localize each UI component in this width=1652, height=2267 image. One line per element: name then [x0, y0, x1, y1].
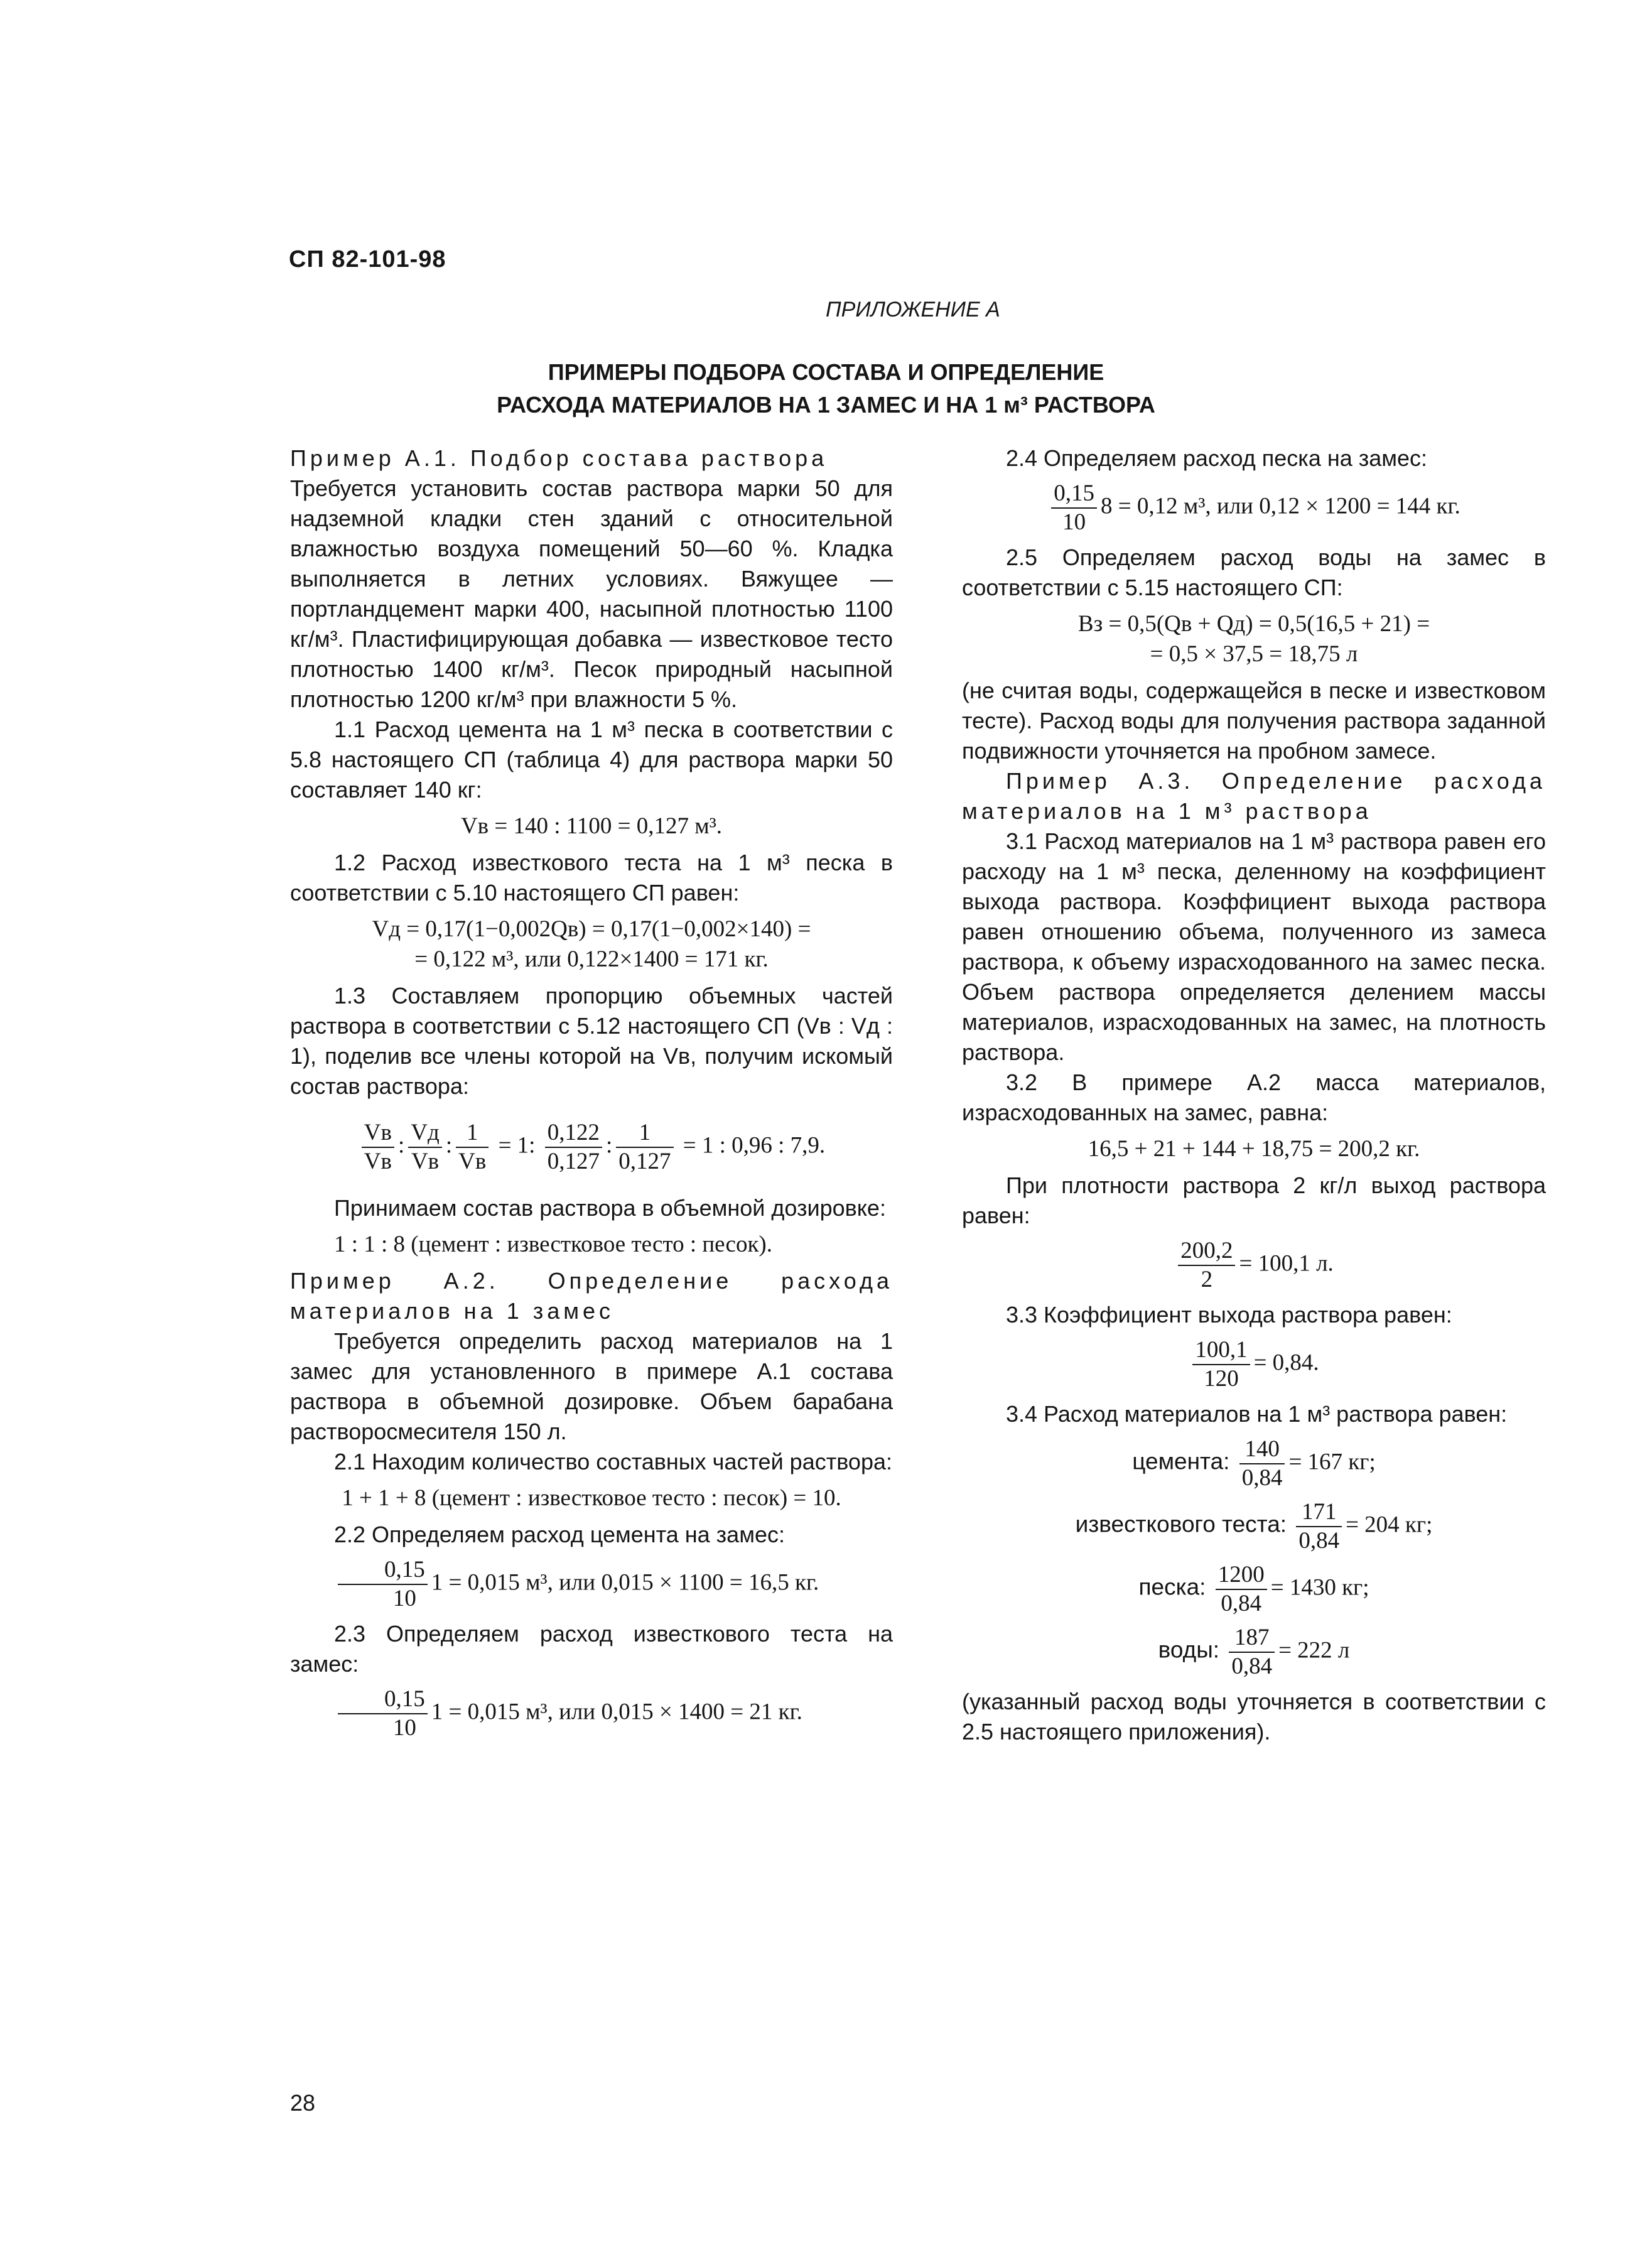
fraction: $\frac{187}{0,84}$: [1229, 1624, 1275, 1680]
formula-1-2: [290, 914, 893, 975]
paragraph-2-2: 2.2 Определяем расход цемента на замес:: [334, 1522, 785, 1547]
paragraph-3-2b: При плотности раствора 2 кг/л выход раствора равен:: [962, 1172, 1546, 1228]
document-code: СП 82-101-98: [289, 246, 446, 273]
fraction: $\frac{0,122}{0,127}$: [545, 1119, 602, 1176]
paragraph-accept: Принимаем состав раствора в объемной дозировке:: [334, 1195, 886, 1221]
fraction: $\frac{0,15}{10}$: [338, 1556, 428, 1613]
fraction: $\frac{1}{Vв}$: [456, 1119, 489, 1176]
formula-2-4: $\frac{0,15}{10}$ 8 = 0,12 м³, или 0,12 × 1200 = 144 кг.: [962, 480, 1546, 536]
formula-2-5-line-1: Вз = 0,5(Qв + Qд) = 0,5(16,5 + 21) =: [1077, 611, 1430, 637]
title-line-2: РАСХОДА МАТЕРИАЛОВ НА 1 ЗАМЕС И НА 1 м³ РАСТВОРА: [497, 392, 1155, 418]
example-a2-text: Требуется определить расход материалов на 1 замес для установленного в примере А.1 состава раствора в объемной дозировке. Объем барабана растворосмесителя 150 л.: [290, 1328, 893, 1444]
right-column: [962, 443, 1546, 1747]
paragraph-3-1: 3.1 Расход материалов на 1 м³ раствора равен его расходу на 1 м³ песка, деленному на коэффициент выхода раствора. Коэффициент выхода раствора равен отношению объема, полученного из замеса раствора, к объему израсходованного на замес песка. Объем раствора определяется делением массы материалов, израсходованных на замес, на плотность раствора.: [962, 828, 1546, 1065]
formula-1-3: $\frac{Vв}{Vв}$ : $\frac{Vд}{Vв}$ : $\frac{1}{Vв}$ = 1: $\frac{0,122}{0,127}$ : $\frac{1}{0,127}$ = 1 : 0,96 : 7,9.: [290, 1119, 893, 1176]
fraction: $\frac{Vд}{Vв}$: [408, 1119, 442, 1176]
example-a2-heading: Пример А.2. Определение расхода материалов на 1 замес: [290, 1268, 893, 1324]
fraction: $\frac{100,1}{120}$: [1192, 1336, 1250, 1393]
left-column: [290, 443, 893, 1748]
appendix-label: ПРИЛОЖЕНИЕ А: [826, 298, 1000, 322]
formula-1-1: Vв = 140 : 1100 = 0,127 м³.: [460, 813, 723, 839]
formula-3-2: 16,5 + 21 + 144 + 18,75 = 200,2 кг.: [1088, 1136, 1420, 1162]
paragraph-3-4-note: (указанный расход воды уточняется в соответствии с 2.5 настоящего приложения).: [962, 1689, 1546, 1745]
example-a1-heading: Пример А.1. Подбор состава раствора: [290, 445, 828, 471]
example-a3-heading: Пример А.3. Определение расхода материалов на 1 м³ раствора: [962, 768, 1546, 824]
fraction: $\frac{140}{0,84}$: [1239, 1436, 1285, 1492]
paragraph-2-4: 2.4 Определяем расход песка на замес:: [1006, 445, 1428, 471]
fraction: $\frac{0,15}{10}$: [1051, 480, 1097, 536]
fraction: $\frac{0,15}{10}$: [338, 1685, 428, 1742]
paragraph-2-5-note: (не считая воды, содержащейся в песке и известковом тесте). Расход воды для получения раствора заданной подвижности уточняется на пробном замесе.: [962, 678, 1546, 764]
formula-1-2-line-1: Vд = 0,17(1−0,002Qв) = 0,17(1−0,002×140) =: [372, 916, 811, 942]
formula-3-2b: $\frac{200,2}{2}$ = 100,1 л.: [962, 1237, 1546, 1294]
paragraph-2-5: 2.5 Определяем расход воды на замес в соответствии с 5.15 настоящего СП:: [962, 544, 1546, 600]
paragraph-2-1: 2.1 Находим количество составных частей раствора:: [334, 1449, 892, 1474]
paragraph-3-3: 3.3 Коэффициент выхода раствора равен:: [1006, 1302, 1452, 1328]
formula-2-5-line-2: = 0,5 × 37,5 = 18,75 л: [1150, 641, 1358, 667]
fraction: $\frac{1200}{0,84}$: [1216, 1561, 1267, 1618]
fraction: $\frac{1}{0,127}$: [616, 1119, 673, 1176]
formula-1-2-line-2: = 0,122 м³, или 0,122×1400 = 171 кг.: [414, 946, 769, 972]
paragraph-3-4: 3.4 Расход материалов на 1 м³ раствора равен:: [1006, 1401, 1508, 1427]
paragraph-1-2: 1.2 Расход известкового теста на 1 м³ песка в соответствии с 5.10 настоящего СП равен:: [290, 850, 893, 906]
formula-accept: 1 : 1 : 8 (цемент : известковое тесто : песок).: [334, 1231, 772, 1257]
fraction: $\frac{Vв}{Vв}$: [362, 1119, 394, 1176]
formula-2-1: 1 + 1 + 8 (цемент : известковое тесто : песок) = 10.: [342, 1485, 841, 1511]
formula-2-5: [962, 609, 1546, 669]
title-line-1: ПРИМЕРЫ ПОДБОРА СОСТАВА И ОПРЕДЕЛЕНИЕ: [548, 359, 1104, 385]
page-title: [0, 356, 1652, 421]
formula-3-3: $\frac{100,1}{120}$ = 0,84.: [962, 1336, 1546, 1393]
formula-3-4-cement: цемента: $\frac{140}{0,84}$ = 167 кг;: [1132, 1436, 1376, 1491]
formula-3-4-sand: песка: $\frac{1200}{0,84}$ = 1430 кг;: [1138, 1562, 1369, 1616]
page-number: 28: [290, 2090, 316, 2116]
formula-2-2: $\frac{0,15}{10}$ 1 = 0,015 м³, или 0,015 × 1100 = 16,5 кг.: [290, 1556, 893, 1613]
fraction: $\frac{200,2}{2}$: [1178, 1237, 1235, 1294]
paragraph-1-1: 1.1 Расход цемента на 1 м³ песка в соответствии с 5.8 настоящего СП (таблица 4) для раствора марки 50 составляет 140 кг:: [290, 717, 893, 803]
formula-3-4-lime: известкового теста: $\frac{171}{0,84}$ = 204 кг;: [1075, 1499, 1433, 1554]
paragraph-3-2: 3.2 В примере А.2 масса материалов, израсходованных на замес, равна:: [962, 1069, 1546, 1125]
example-a1-text: Требуется установить состав раствора марки 50 для надземной кладки стен зданий с относительной влажностью воздуха помещений 50—60 %. Кладка выполняется в летних условиях. Вяжущее — портландцемент марки 400, насыпной плотностью 1100 кг/м³. Пластифицирующая добавка — известковое тесто плотностью 1400 кг/м³. Песок природный насыпной плотностью 1200 кг/м³ при влажности 5 %.: [290, 475, 893, 712]
paragraph-2-3: 2.3 Определяем расход известкового теста на замес:: [290, 1621, 893, 1677]
formula-2-3: $\frac{0,15}{10}$ 1 = 0,015 м³, или 0,015 × 1400 = 21 кг.: [290, 1685, 893, 1742]
paragraph-1-3: 1.3 Составляем пропорцию объемных частей раствора в соответствии с 5.12 настоящего СП (Vв : Vд : 1), поделив все члены которой на Vв, получим искомый состав раствора:: [290, 983, 893, 1099]
fraction: $\frac{171}{0,84}$: [1296, 1498, 1342, 1555]
formula-3-4-water: воды: $\frac{187}{0,84}$ = 222 л: [1158, 1625, 1350, 1679]
